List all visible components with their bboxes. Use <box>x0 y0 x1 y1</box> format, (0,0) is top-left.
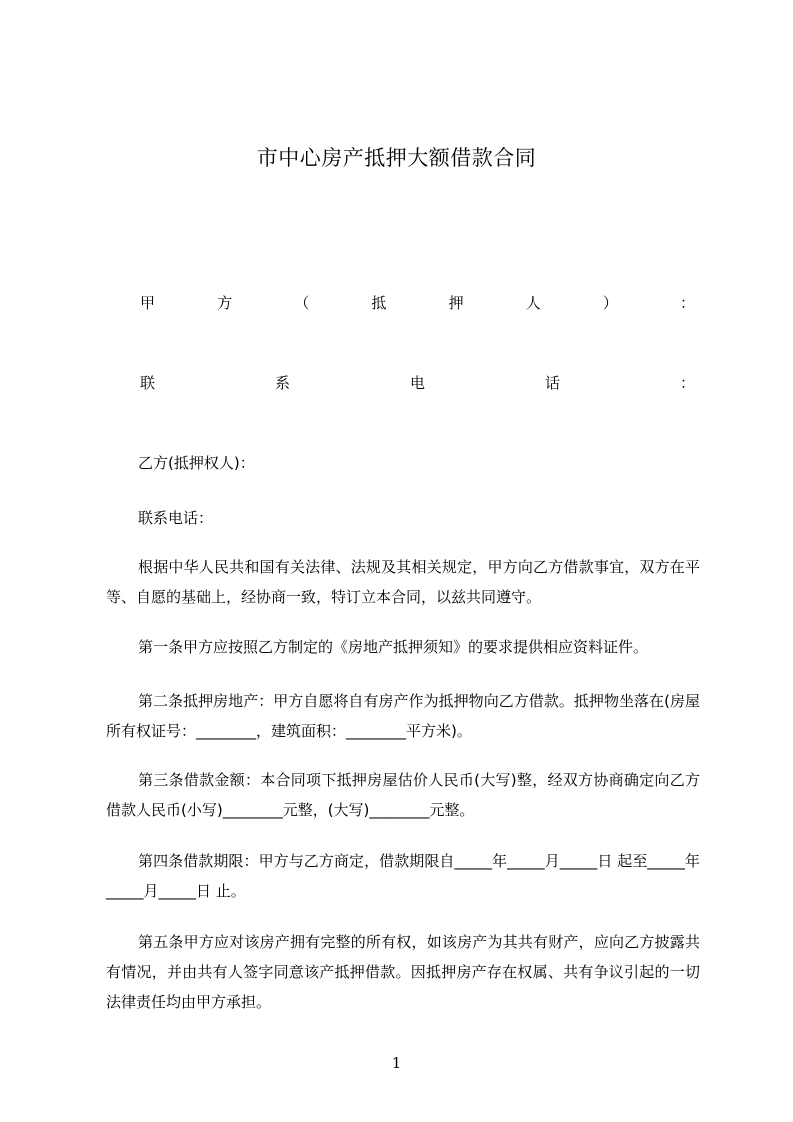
party-a-char: 甲 <box>140 294 156 312</box>
article-4: 第四条借款期限：甲方与乙方商定，借款期限自_____年_____月_____日 起至_____年_____月_____日 止。 <box>106 852 700 900</box>
party-a-char: ） <box>602 294 618 312</box>
party-a-char: 抵 <box>371 294 387 312</box>
party-a-char: 方 <box>217 294 233 312</box>
article-5: 第五条甲方应对该房产拥有完整的所有权，如该房产为其共有财产，应向乙方披露共有情况，并由共有人签字同意该产抵押借款。因抵押房产存在权属、共有争议引起的一切法律责任均由甲方承担。 <box>106 933 700 1011</box>
party-b-line: 乙方(抵押权人)： <box>138 454 255 472</box>
party-b-phone-line: 联系电话： <box>138 509 214 527</box>
party-a-line <box>140 292 695 313</box>
party-a-char: 押 <box>448 294 464 312</box>
party-a-phone-char: 联 <box>140 374 156 392</box>
document-title: 市中心房产抵押大额借款合同 <box>256 146 537 170</box>
party-a-char: 人 <box>525 294 541 312</box>
article-2: 第二条抵押房地产：甲方自愿将自有房产作为抵押物向乙方借款。抵押物坐落在(房屋所有权证号：________，建筑面积：________平方米)。 <box>106 692 700 740</box>
party-a-phone-char: 电 <box>409 374 425 392</box>
party-a-phone-char: 话 <box>544 374 560 392</box>
party-a-char: ： <box>679 294 695 312</box>
party-a-phone-char: ： <box>679 374 695 392</box>
page-number: 1 <box>391 1054 402 1072</box>
party-a-phone-char: 系 <box>274 374 290 392</box>
intro-paragraph: 根据中华人民共和国有关法律、法规及其相关规定，甲方向乙方借款事宜，双方在平等、自愿的基础上，经协商一致，特订立本合同，以兹共同遵守。 <box>106 558 700 606</box>
party-a-char: （ <box>294 294 310 312</box>
party-a-phone-line <box>140 372 695 393</box>
article-1: 第一条甲方应按照乙方制定的《房地产抵押须知》的要求提供相应资料证件。 <box>138 638 649 656</box>
article-3: 第三条借款金额：本合同项下抵押房屋估价人民币(大写)整，经双方协商确定向乙方借款人民币(小写)________元整，(大写)________元整。 <box>106 771 700 819</box>
